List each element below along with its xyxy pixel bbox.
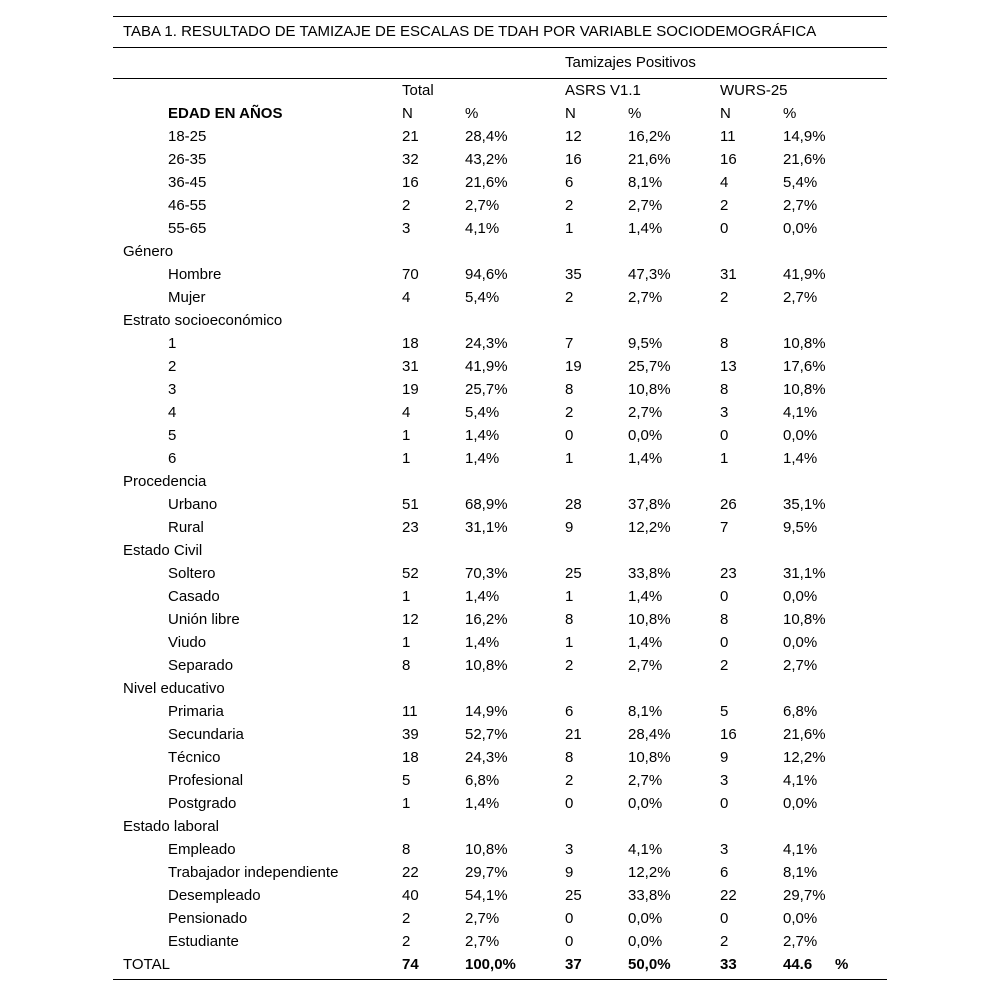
row-label: Mujer [168, 289, 206, 306]
asrs-pct: 28,4% [628, 726, 671, 743]
bottom-rule [113, 979, 887, 980]
wurs-pct: 17,6% [783, 358, 826, 375]
total-asrs-n: 37 [565, 956, 582, 973]
total-n-header: N [402, 105, 413, 122]
total-n: 1 [402, 795, 411, 812]
wurs-group-header: WURS-25 [720, 82, 788, 99]
wurs-n: 7 [720, 519, 729, 536]
asrs-n: 35 [565, 266, 582, 283]
total-pct: 24,3% [465, 749, 508, 766]
wurs-n: 11 [720, 128, 736, 145]
row-label: Secundaria [168, 726, 244, 743]
table-row [113, 562, 887, 585]
table-row [113, 700, 887, 723]
section-header-row [113, 539, 887, 562]
wurs-pct: 2,7% [783, 289, 818, 306]
total-n: 32 [402, 151, 419, 168]
asrs-n: 2 [565, 404, 574, 421]
row-label: 4 [168, 404, 177, 421]
wurs-n: 2 [720, 197, 729, 214]
table-row [113, 884, 887, 907]
wurs-pct: 0,0% [783, 634, 818, 651]
total-pct: 41,9% [465, 358, 508, 375]
screening-table [113, 16, 887, 980]
wurs-n: 5 [720, 703, 729, 720]
row-label: Primaria [168, 703, 224, 720]
wurs-pct: 10,8% [783, 335, 826, 352]
wurs-n: 22 [720, 887, 737, 904]
total-pct: 6,8% [465, 772, 500, 789]
asrs-pct: 1,4% [628, 634, 663, 651]
wurs-pct: 6,8% [783, 703, 818, 720]
wurs-pct: 31,1% [783, 565, 826, 582]
wurs-n: 3 [720, 841, 729, 858]
total-label: TOTAL [123, 956, 170, 973]
total-pct: 2,7% [465, 933, 500, 950]
section-label: Estado Civil [123, 542, 203, 559]
table-row [113, 424, 887, 447]
wurs-pct: 2,7% [783, 197, 818, 214]
section-label: Género [123, 243, 174, 260]
wurs-n: 3 [720, 772, 729, 789]
wurs-pct: 10,8% [783, 381, 826, 398]
asrs-n: 6 [565, 174, 574, 191]
row-label: 2 [168, 358, 177, 375]
section-label: Estrato socioeconómico [123, 312, 283, 329]
section-label: Estado laboral [123, 818, 219, 835]
wurs-n: 26 [720, 496, 737, 513]
asrs-n: 0 [565, 933, 574, 950]
row-label: Postgrado [168, 795, 237, 812]
total-pct: 5,4% [465, 404, 500, 421]
table-row [113, 585, 887, 608]
asrs-pct: 0,0% [628, 910, 663, 927]
total-n: 1 [402, 427, 411, 444]
total-pct: 52,7% [465, 726, 508, 743]
wurs-n: 23 [720, 565, 737, 582]
total-pct: 16,2% [465, 611, 508, 628]
total-n: 21 [402, 128, 419, 145]
wurs-pct: 9,5% [783, 519, 818, 536]
section-label: Nivel educativo [123, 680, 225, 697]
wurs-n: 31 [720, 266, 737, 283]
total-n: 12 [402, 611, 419, 628]
asrs-n: 1 [565, 450, 574, 467]
asrs-n: 8 [565, 381, 574, 398]
table-title: TABA 1. RESULTADO DE TAMIZAJE DE ESCALAS DE TDAH POR VARIABLE SOCIODEMOGRÁFICA [123, 23, 817, 40]
asrs-pct: 4,1% [628, 841, 663, 858]
wurs-n: 0 [720, 910, 729, 927]
total-group-header: Total [402, 82, 434, 99]
asrs-n: 0 [565, 910, 574, 927]
wurs-pct: 2,7% [783, 657, 818, 674]
table-row [113, 401, 887, 424]
asrs-pct: 10,8% [628, 381, 671, 398]
row-label: 46-55 [168, 197, 207, 214]
row-label: 5 [168, 427, 177, 444]
section-label: Procedencia [123, 473, 207, 490]
asrs-pct: 21,6% [628, 151, 671, 168]
wurs-n: 2 [720, 289, 729, 306]
section-header-row [113, 815, 887, 838]
wurs-n: 8 [720, 611, 729, 628]
table-body [113, 102, 887, 976]
wurs-pct: 4,1% [783, 841, 818, 858]
total-pct: 54,1% [465, 887, 508, 904]
total-n: 40 [402, 887, 419, 904]
wurs-pct: 0,0% [783, 220, 818, 237]
wurs-pct: 4,1% [783, 772, 818, 789]
total-pct: 1,4% [465, 588, 500, 605]
row-label: Separado [168, 657, 234, 674]
asrs-n: 25 [565, 565, 582, 582]
asrs-pct: 1,4% [628, 220, 663, 237]
row-label: 18-25 [168, 128, 207, 145]
asrs-n: 12 [565, 128, 582, 145]
total-pct: 28,4% [465, 128, 508, 145]
row-label: 6 [168, 450, 177, 467]
row-label: Hombre [168, 266, 222, 283]
wurs-pct: 35,1% [783, 496, 826, 513]
wurs-n: 16 [720, 726, 737, 743]
total-n: 31 [402, 358, 419, 375]
row-label: Soltero [168, 565, 216, 582]
asrs-n: 2 [565, 197, 574, 214]
asrs-pct: 10,8% [628, 749, 671, 766]
wurs-n: 13 [720, 358, 737, 375]
table-row [113, 792, 887, 815]
wurs-n: 4 [720, 174, 729, 191]
total-pct: 1,4% [465, 634, 500, 651]
row-label: Unión libre [168, 611, 240, 628]
asrs-pct: 12,2% [628, 864, 671, 881]
total-pct: 29,7% [465, 864, 508, 881]
wurs-n: 6 [720, 864, 729, 881]
asrs-n: 7 [565, 335, 574, 352]
total-n: 3 [402, 220, 411, 237]
total-n: 19 [402, 381, 419, 398]
wurs-pct-header: % [783, 105, 797, 122]
table-row [113, 723, 887, 746]
asrs-n: 25 [565, 887, 582, 904]
asrs-n: 9 [565, 864, 574, 881]
asrs-n-header: N [565, 105, 576, 122]
wurs-pct: 12,2% [783, 749, 826, 766]
row-label: Viudo [168, 634, 207, 651]
row-label: Técnico [168, 749, 221, 766]
asrs-n: 2 [565, 772, 574, 789]
asrs-pct: 10,8% [628, 611, 671, 628]
total-pct: 31,1% [465, 519, 508, 536]
asrs-n: 6 [565, 703, 574, 720]
asrs-n: 8 [565, 749, 574, 766]
asrs-pct: 8,1% [628, 703, 663, 720]
total-n: 1 [402, 588, 411, 605]
asrs-pct: 0,0% [628, 795, 663, 812]
asrs-pct-header: % [628, 105, 642, 122]
asrs-pct: 25,7% [628, 358, 671, 375]
total-pct: 1,4% [465, 450, 500, 467]
table-row [113, 148, 887, 171]
total-row [113, 953, 887, 976]
asrs-pct: 1,4% [628, 450, 663, 467]
wurs-n: 1 [720, 450, 729, 467]
asrs-n: 3 [565, 841, 574, 858]
total-pct: 14,9% [465, 703, 508, 720]
group-header: Tamizajes Positivos [565, 54, 696, 71]
wurs-n: 0 [720, 795, 729, 812]
asrs-pct: 8,1% [628, 174, 663, 191]
wurs-n: 0 [720, 634, 729, 651]
total-pct: 4,1% [465, 220, 500, 237]
wurs-pct: 0,0% [783, 427, 818, 444]
total-n: 4 [402, 404, 411, 421]
table-row [113, 171, 887, 194]
asrs-n: 2 [565, 657, 574, 674]
total-pct: 68,9% [465, 496, 508, 513]
asrs-n: 1 [565, 588, 574, 605]
table-row [113, 861, 887, 884]
row-label: Casado [168, 588, 220, 605]
asrs-n: 21 [565, 726, 582, 743]
asrs-pct: 9,5% [628, 335, 663, 352]
wurs-pct: 14,9% [783, 128, 826, 145]
asrs-pct: 33,8% [628, 565, 671, 582]
total-n: 2 [402, 933, 411, 950]
asrs-n: 1 [565, 220, 574, 237]
asrs-n: 19 [565, 358, 582, 375]
total-asrs-pct: 50,0% [628, 956, 671, 973]
asrs-pct: 2,7% [628, 197, 663, 214]
total-n: 1 [402, 450, 411, 467]
total-n: 11 [402, 703, 418, 720]
wurs-n: 0 [720, 427, 729, 444]
total-n: 22 [402, 864, 419, 881]
total-pct: 2,7% [465, 910, 500, 927]
table-row [113, 378, 887, 401]
asrs-group-header: ASRS V1.1 [565, 82, 641, 99]
total-n: 23 [402, 519, 419, 536]
asrs-n: 2 [565, 289, 574, 306]
wurs-n: 3 [720, 404, 729, 421]
total-n: 5 [402, 772, 411, 789]
total-pct: 1,4% [465, 427, 500, 444]
total-n: 52 [402, 565, 419, 582]
row-label: 3 [168, 381, 177, 398]
table-row [113, 654, 887, 677]
total-n: 16 [402, 174, 419, 191]
wurs-pct: 5,4% [783, 174, 818, 191]
row-label: Trabajador independiente [168, 864, 339, 881]
total-pct: 5,4% [465, 289, 500, 306]
asrs-n: 0 [565, 795, 574, 812]
section-label: EDAD EN AÑOS [168, 105, 283, 122]
total-pct: 10,8% [465, 841, 508, 858]
wurs-n-header: N [720, 105, 731, 122]
section-header-row [113, 240, 887, 263]
asrs-pct: 37,8% [628, 496, 671, 513]
table-row [113, 930, 887, 953]
row-label: 26-35 [168, 151, 207, 168]
asrs-n: 0 [565, 427, 574, 444]
wurs-n: 0 [720, 588, 729, 605]
total-n: 51 [402, 496, 419, 513]
table-row [113, 332, 887, 355]
asrs-pct: 33,8% [628, 887, 671, 904]
group-header-row [113, 48, 887, 78]
total-pct: 43,2% [465, 151, 508, 168]
wurs-pct: 1,4% [783, 450, 818, 467]
wurs-pct: 0,0% [783, 910, 818, 927]
table-row [113, 217, 887, 240]
table-row [113, 286, 887, 309]
column-group-row [113, 79, 887, 102]
wurs-pct: 41,9% [783, 266, 826, 283]
wurs-n: 2 [720, 657, 729, 674]
row-label: Urbano [168, 496, 218, 513]
total-n: 8 [402, 841, 411, 858]
total-pct: 21,6% [465, 174, 508, 191]
asrs-n: 1 [565, 634, 574, 651]
asrs-pct: 2,7% [628, 404, 663, 421]
row-label: Pensionado [168, 910, 248, 927]
table-row [113, 263, 887, 286]
asrs-pct: 2,7% [628, 772, 663, 789]
total-n: 1 [402, 634, 411, 651]
total-n: 8 [402, 657, 411, 674]
wurs-pct: 29,7% [783, 887, 826, 904]
asrs-n: 9 [565, 519, 574, 536]
wurs-n: 0 [720, 220, 729, 237]
wurs-n: 8 [720, 335, 729, 352]
section-header-row [113, 677, 887, 700]
total-pct-header: % [465, 105, 479, 122]
table-row [113, 746, 887, 769]
asrs-pct: 16,2% [628, 128, 671, 145]
asrs-n: 28 [565, 496, 582, 513]
wurs-pct: 0,0% [783, 795, 818, 812]
table-row [113, 355, 887, 378]
total-wurs-n: 33 [720, 956, 737, 973]
asrs-pct: 0,0% [628, 933, 663, 950]
asrs-pct: 2,7% [628, 657, 663, 674]
wurs-n: 8 [720, 381, 729, 398]
total-pct: 10,8% [465, 657, 508, 674]
wurs-pct: 4,1% [783, 404, 818, 421]
table-row [113, 631, 887, 654]
table-row [113, 447, 887, 470]
section-header-row [113, 102, 887, 125]
row-label: 36-45 [168, 174, 207, 191]
row-label: Estudiante [168, 933, 239, 950]
wurs-pct: 21,6% [783, 726, 826, 743]
section-header-row [113, 309, 887, 332]
wurs-pct: 8,1% [783, 864, 818, 881]
table-row [113, 125, 887, 148]
total-total-pct: 100,0% [465, 956, 516, 973]
total-total-n: 74 [402, 956, 419, 973]
total-n: 18 [402, 335, 419, 352]
total-n: 2 [402, 910, 411, 927]
wurs-pct: 0,0% [783, 588, 818, 605]
table-row [113, 608, 887, 631]
total-wurs-pct: 44.6 [783, 956, 813, 973]
total-n: 2 [402, 197, 411, 214]
wurs-pct: 10,8% [783, 611, 826, 628]
asrs-pct: 2,7% [628, 289, 663, 306]
total-wurs-pct-sign: % [835, 956, 849, 973]
total-pct: 1,4% [465, 795, 500, 812]
total-pct: 24,3% [465, 335, 508, 352]
wurs-n: 9 [720, 749, 729, 766]
table-row [113, 907, 887, 930]
row-label: Rural [168, 519, 204, 536]
wurs-n: 16 [720, 151, 737, 168]
table-row [113, 516, 887, 539]
total-n: 18 [402, 749, 419, 766]
wurs-pct: 2,7% [783, 933, 818, 950]
table-row [113, 769, 887, 792]
total-pct: 25,7% [465, 381, 508, 398]
table-row [113, 838, 887, 861]
total-pct: 94,6% [465, 266, 508, 283]
asrs-pct: 12,2% [628, 519, 671, 536]
row-label: Profesional [168, 772, 244, 789]
total-n: 70 [402, 266, 419, 283]
table-row [113, 493, 887, 516]
wurs-n: 2 [720, 933, 729, 950]
asrs-pct: 0,0% [628, 427, 663, 444]
table-row [113, 194, 887, 217]
total-n: 4 [402, 289, 411, 306]
row-label: 55-65 [168, 220, 207, 237]
row-label: Desempleado [168, 887, 261, 904]
asrs-pct: 47,3% [628, 266, 671, 283]
row-label: Empleado [168, 841, 236, 858]
asrs-pct: 1,4% [628, 588, 663, 605]
asrs-n: 16 [565, 151, 582, 168]
asrs-n: 8 [565, 611, 574, 628]
section-header-row [113, 470, 887, 493]
total-pct: 70,3% [465, 565, 508, 582]
row-label: 1 [168, 335, 177, 352]
total-pct: 2,7% [465, 197, 500, 214]
total-n: 39 [402, 726, 419, 743]
wurs-pct: 21,6% [783, 151, 826, 168]
